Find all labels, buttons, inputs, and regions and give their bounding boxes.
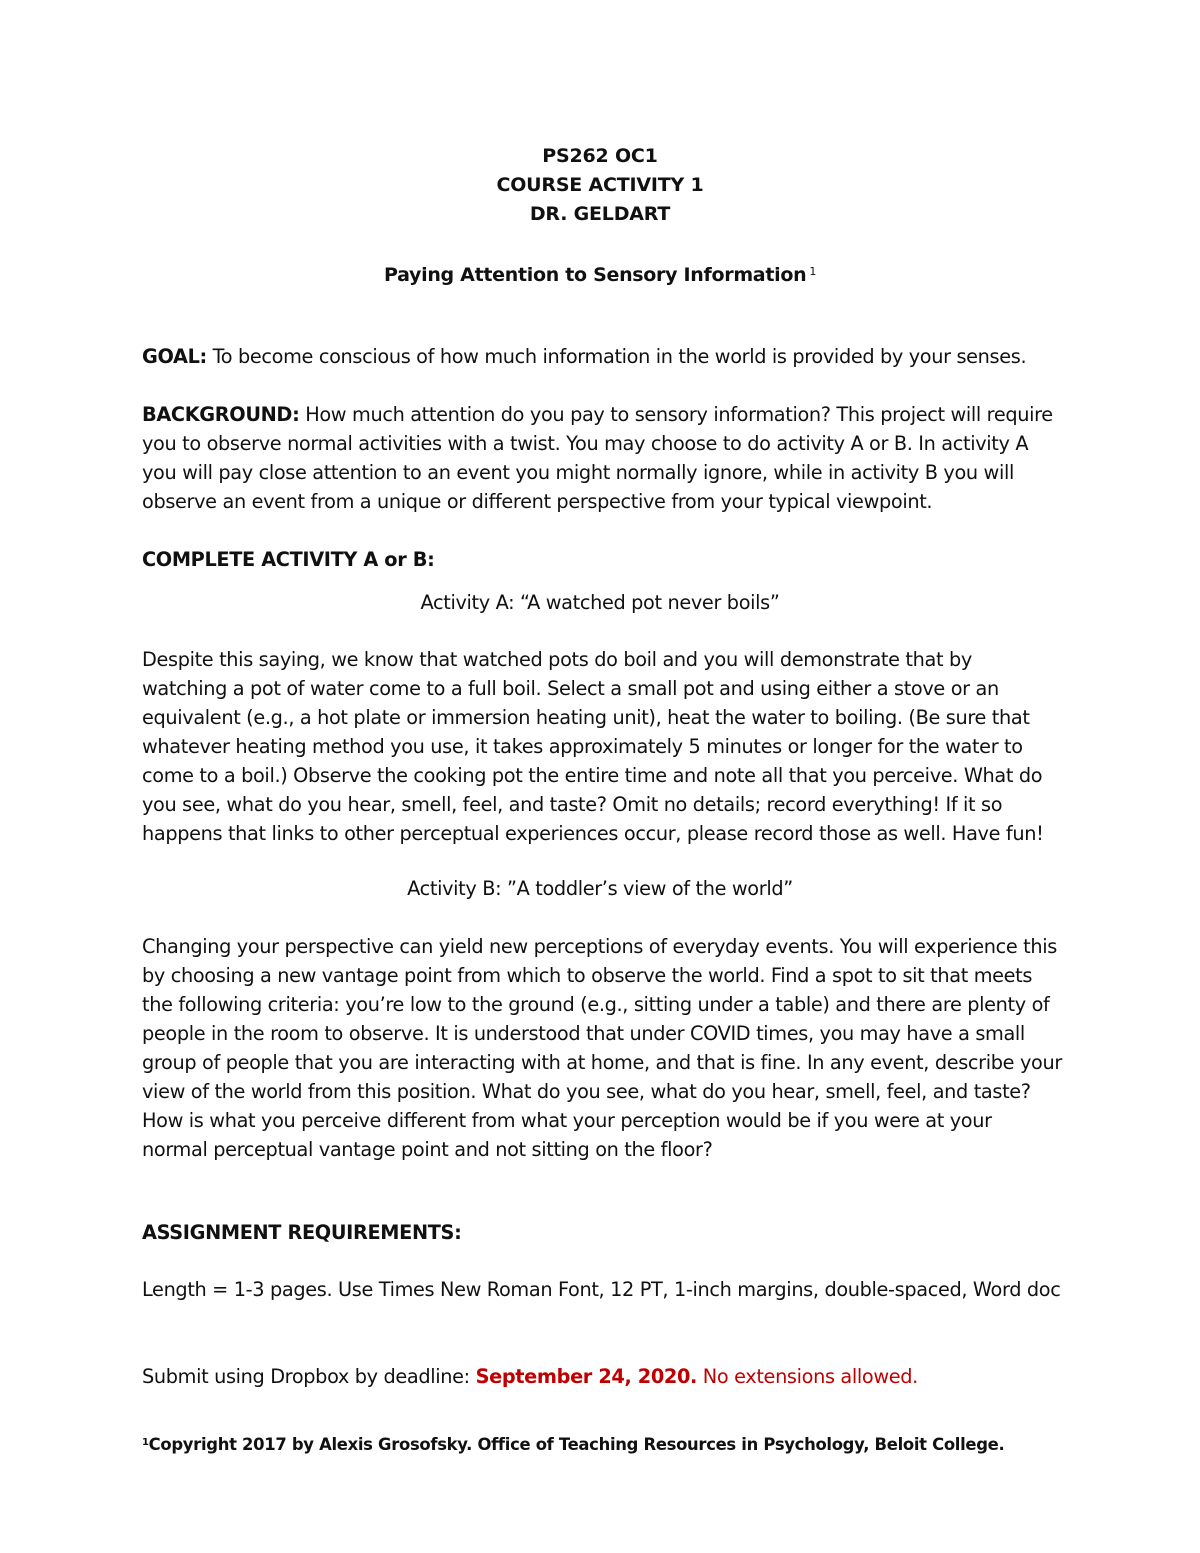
- length-requirement: Length = 1-3 pages. Use Times New Roman Font, 12 PT, 1-inch margins, double-spaced, Word doc: [142, 1278, 1061, 1301]
- activity-a-text: Despite this saying, we know that watched pots do boil and you will demonstrate that by watching a pot of water come to a full boil. Select a small pot and using either a stove or an equivalent (e.g., a hot plate or immersion heating unit), heat the water to boiling. (Be sure that whatever heating method you use, it takes approximately 5 minutes or longer for the water to come to a boil.) Observe the cooking pot the entire time and note all that you perceive. What do you see, what do you hear, smell, feel, and taste? Omit no details; record everything! If it so happens that links to other perceptual experiences occur, please record those as well. Have fun!: [142, 648, 1044, 845]
- title-footnote-marker: 1: [809, 265, 817, 278]
- goal-text: To become conscious of how much information in the world is provided by your senses.: [206, 345, 1027, 368]
- document-title: [0, 257, 1200, 290]
- title-text: Paying Attention to Sensory Information: [383, 264, 807, 286]
- footnote-marker: 1: [142, 1437, 149, 1448]
- deadline-date: September 24, 2020.: [475, 1365, 698, 1388]
- instructor-name: DR. GELDART: [529, 203, 671, 225]
- activity-a-heading: Activity A: “A watched pot never boils”: [420, 591, 780, 614]
- submit-prefix: Submit using Dropbox by deadline:: [142, 1365, 476, 1388]
- complete-activity-heading: COMPLETE ACTIVITY A or B:: [142, 548, 435, 571]
- copyright-footnote: [142, 1430, 1004, 1458]
- background-text: How much attention do you pay to sensory information? This project will require you to observe normal activities with a twist. You may choose to do activity A or B. In activity A you will pay close attention to an event you might normally ignore, while in activity B you will observe an event from a unique or different perspective from your typical viewpoint.: [142, 403, 1053, 513]
- activity-b-text: Changing your perspective can yield new perceptions of everyday events. You will experience this by choosing a new vantage point from which to observe the world. Find a spot to sit that meets the following criteria: you’re low to the ground (e.g., sitting under a table) and there are plenty of people in the room to observe. It is understood that under COVID times, you may have a small group of people that you are interacting with at home, and that is fine. In any event, describe your view of the world from this position. What do you see, what do you hear, smell, feel, and taste? How is what you perceive different from what your perception would be if you were at your normal perceptual vantage point and not sitting on the floor?: [142, 935, 1062, 1161]
- activity-b-heading: Activity B: ”A toddler’s view of the world”: [407, 877, 793, 900]
- footnote-text: Copyright 2017 by Alexis Grosofsky. Office of Teaching Resources in Psychology, Beloit College.: [148, 1435, 1005, 1454]
- submit-line: [142, 1362, 1062, 1391]
- no-extensions-note: No extensions allowed.: [697, 1365, 918, 1388]
- background-paragraph: [142, 400, 1062, 516]
- background-label: BACKGROUND:: [142, 403, 300, 426]
- requirements-heading: ASSIGNMENT REQUIREMENTS:: [142, 1221, 462, 1244]
- document-header: [0, 142, 1200, 229]
- activity-number: COURSE ACTIVITY 1: [496, 174, 704, 196]
- goal-label: GOAL:: [142, 345, 207, 368]
- course-code: PS262 OC1: [542, 145, 658, 167]
- goal-paragraph: [142, 342, 1062, 371]
